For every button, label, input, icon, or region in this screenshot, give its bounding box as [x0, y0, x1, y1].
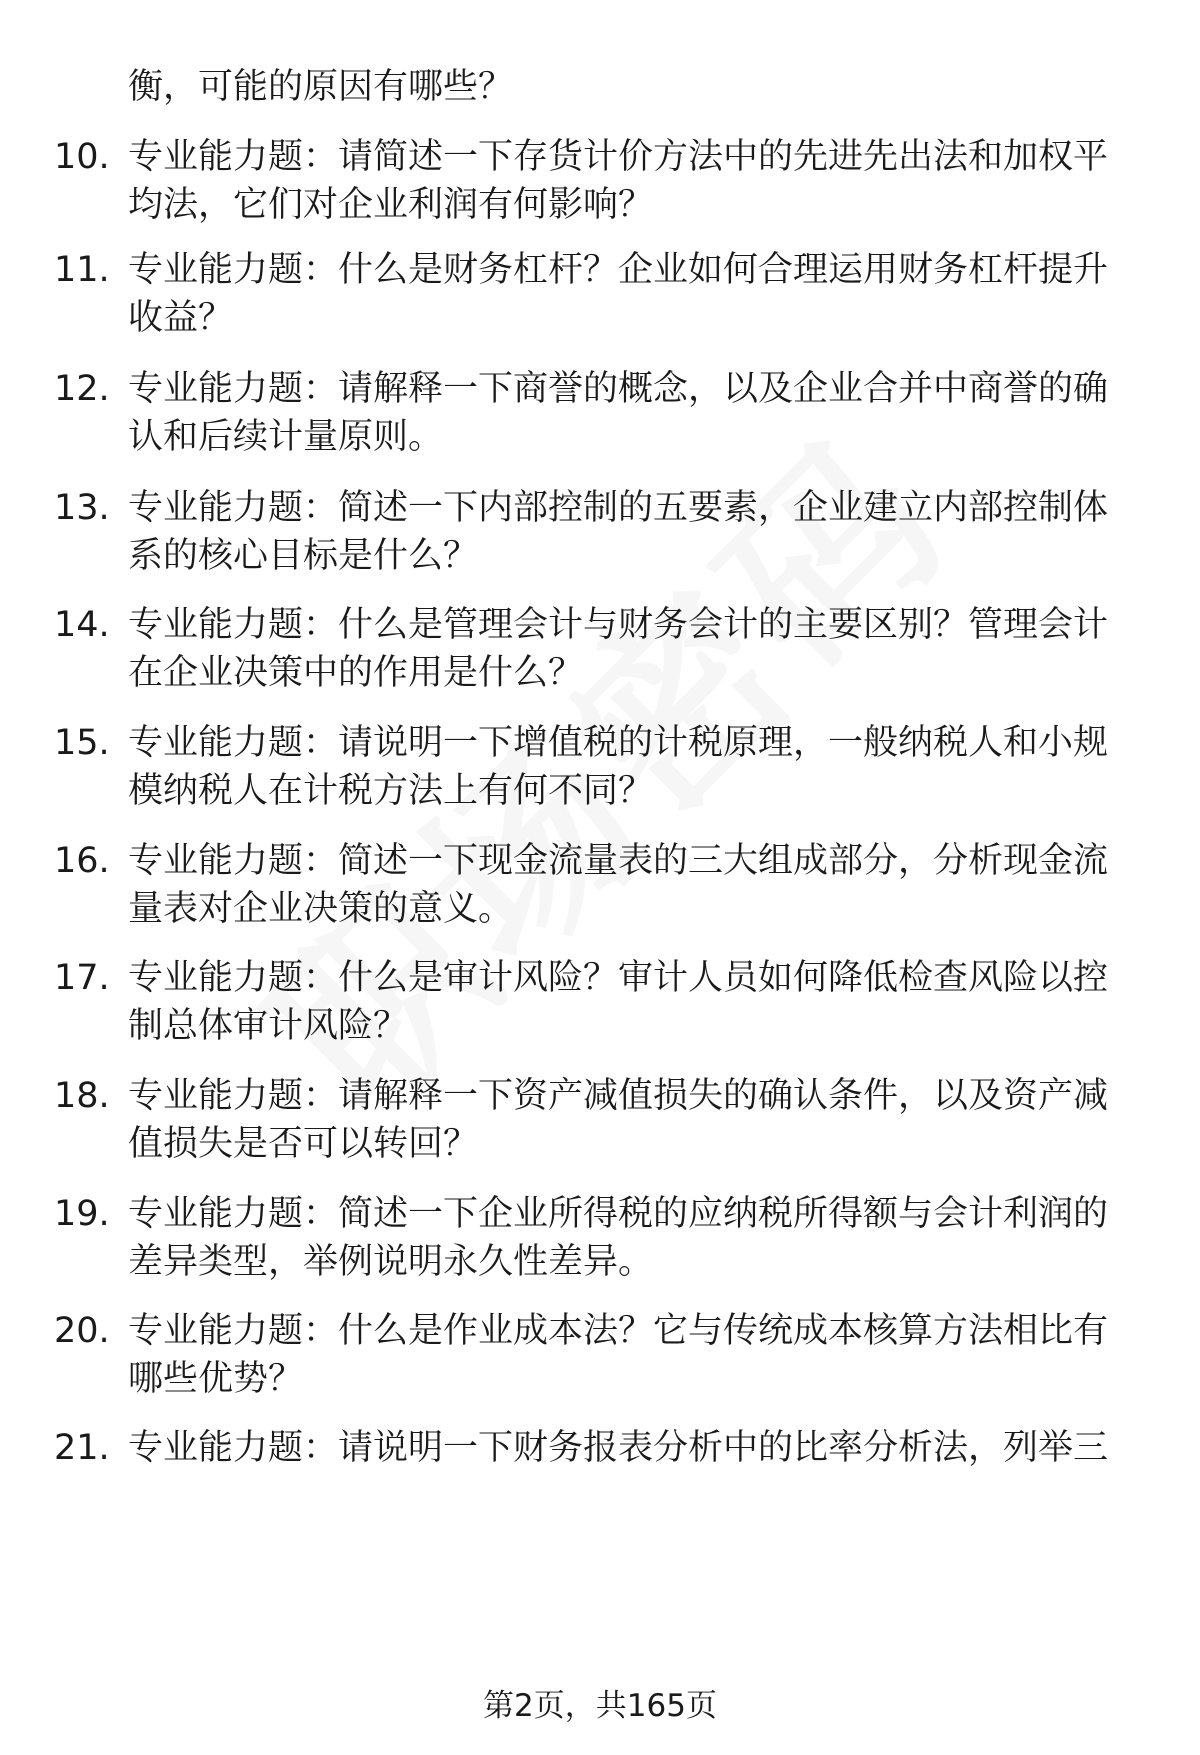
question-text-line1: 专业能力题：请简述一下存货计价方法中的先进先出法和加权平 — [128, 137, 1109, 177]
continuation-line: 衡，可能的原因有哪些？ — [128, 67, 514, 107]
question-text-line1: 专业能力题：什么是管理会计与财务会计的主要区别？管理会计 — [128, 605, 1109, 645]
page-footer: 第2页，共165页 — [483, 1688, 717, 1724]
question-text-line2: 认和后续计量原则。 — [128, 417, 444, 457]
question-text-line2: 收益？ — [128, 298, 234, 338]
question-text-line2: 制总体审计风险？ — [128, 1006, 409, 1046]
question-number: 14. — [54, 605, 110, 645]
question-text-line1: 专业能力题：什么是作业成本法？它与传统成本核算方法相比有 — [128, 1311, 1109, 1351]
question-text-line2: 哪些优势？ — [128, 1359, 304, 1399]
question-number: 11. — [54, 250, 110, 290]
question-text-line1: 专业能力题：请解释一下商誉的概念，以及企业合并中商誉的确 — [128, 369, 1109, 409]
question-number: 10. — [54, 137, 110, 177]
question-number: 15. — [54, 723, 110, 763]
question-number: 12. — [54, 369, 110, 409]
question-text-line2: 系的核心目标是什么？ — [128, 536, 479, 576]
question-number: 18. — [54, 1076, 110, 1116]
question-text-line1: 专业能力题：请说明一下财务报表分析中的比率分析法，列举三 — [128, 1428, 1109, 1468]
question-number: 17. — [54, 958, 110, 998]
question-number: 19. — [54, 1194, 110, 1234]
question-text-line1: 专业能力题：简述一下内部控制的五要素，企业建立内部控制体 — [128, 488, 1109, 528]
question-text-line1: 专业能力题：什么是审计风险？审计人员如何降低检查风险以控 — [128, 958, 1109, 998]
question-text-line1: 专业能力题：什么是财务杠杆？企业如何合理运用财务杠杆提升 — [128, 250, 1109, 290]
question-number: 16. — [54, 841, 110, 881]
question-text-line2: 差异类型，举例说明永久性差异。 — [128, 1242, 654, 1282]
question-number: 20. — [54, 1311, 110, 1351]
question-text-line1: 专业能力题：简述一下现金流量表的三大组成部分，分析现金流 — [128, 841, 1109, 881]
question-text-line1: 专业能力题：请解释一下资产减值损失的确认条件，以及资产减 — [128, 1076, 1109, 1116]
question-text-line1: 专业能力题：请说明一下增值税的计税原理，一般纳税人和小规 — [128, 723, 1109, 763]
question-text-line2: 模纳税人在计税方法上有何不同？ — [128, 771, 654, 811]
question-text-line2: 量表对企业决策的意义。 — [128, 889, 514, 929]
question-text-line2: 值损失是否可以转回？ — [128, 1124, 479, 1164]
question-text-line1: 专业能力题：简述一下企业所得税的应纳税所得额与会计利润的 — [128, 1194, 1109, 1234]
question-number: 21. — [54, 1428, 110, 1468]
question-text-line2: 在企业决策中的作用是什么？ — [128, 653, 584, 693]
question-text-line2: 均法，它们对企业利润有何影响？ — [128, 185, 654, 225]
question-number: 13. — [54, 488, 110, 528]
